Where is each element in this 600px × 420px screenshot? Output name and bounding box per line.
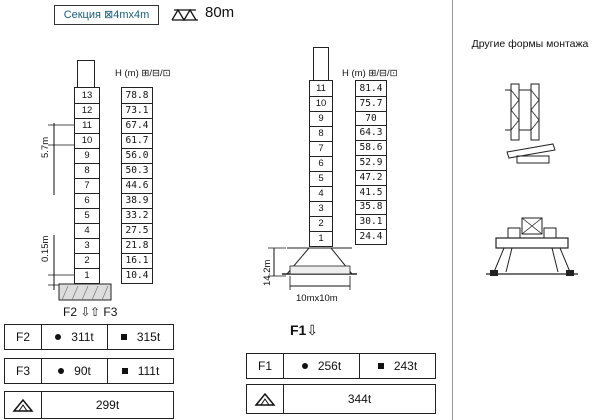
height-value: 44.6 — [122, 178, 152, 194]
height-value: 67.4 — [122, 118, 152, 134]
crane-height-icon — [170, 8, 200, 22]
height-value: 41.5 — [356, 185, 386, 201]
section-number: 7 — [310, 141, 332, 157]
arrow-down-icon: ⇩ — [80, 305, 91, 319]
force-f1-label: F1⇩ — [290, 322, 319, 338]
height-value: 27.5 — [122, 223, 152, 239]
section-number: 10 — [310, 96, 332, 112]
square-icon — [122, 368, 128, 374]
section-number: 4 — [310, 186, 332, 202]
right-dim-base: 14.2m — [262, 259, 273, 286]
left-height-column — [121, 87, 153, 284]
height-value: 58.6 — [356, 140, 386, 156]
height-value: 75.7 — [356, 96, 386, 112]
right-table-row-f1: F1 256t 243t — [246, 353, 436, 379]
height-value: 30.1 — [356, 214, 386, 230]
height-value: 56.0 — [122, 148, 152, 164]
height-value: 81.4 — [356, 81, 386, 97]
section-number: 4 — [75, 223, 99, 239]
left-dim-section: 5.7m — [40, 136, 51, 158]
right-height-title: H (m) ⊞/⊟/⊡ — [342, 68, 398, 79]
left-total-row: 299t — [4, 391, 174, 419]
section-number: 7 — [75, 178, 99, 194]
right-section-column — [309, 80, 333, 247]
section-number: 5 — [310, 171, 332, 187]
dot-icon — [302, 363, 308, 369]
left-table-row-f3: F3 90t 111t — [4, 358, 174, 384]
height-value: 10.4 — [125, 270, 149, 281]
section-number: 10 — [75, 133, 99, 149]
section-number: 8 — [310, 126, 332, 142]
right-mast-top — [313, 47, 329, 83]
height-value: 16.1 — [122, 253, 152, 269]
right-dim-width: 10mx10m — [296, 293, 338, 304]
section-number: 3 — [75, 238, 99, 254]
section-number: 6 — [310, 156, 332, 172]
section-number: 2 — [310, 216, 332, 232]
left-dim-base: 0.15m — [40, 235, 51, 262]
square-icon — [378, 363, 384, 369]
left-table-row-f2: F2 311t 315t — [4, 324, 174, 350]
arrow-down-icon: ⇩ — [306, 322, 319, 338]
divider — [452, 0, 453, 420]
section-number: 9 — [75, 148, 99, 164]
force-f2-label: F2 ⇩ — [63, 305, 91, 319]
section-number: 11 — [75, 118, 99, 134]
square-icon — [121, 334, 127, 340]
section-number: 2 — [75, 253, 99, 269]
other-form-2 — [482, 212, 582, 282]
load-type-icons: ⊞/⊟/⊡ — [141, 68, 171, 79]
section-number: 6 — [75, 193, 99, 209]
section-label: Секция — [63, 9, 101, 21]
right-height-column — [355, 80, 387, 245]
section-number: 12 — [75, 103, 99, 119]
square-dim-icon: ⊠ — [104, 9, 114, 21]
section-number: 13 — [75, 88, 99, 104]
height-value: 35.8 — [356, 200, 386, 216]
dot-icon — [55, 334, 61, 340]
height-value: 47.2 — [356, 170, 386, 186]
bridge-icon — [247, 385, 284, 413]
arrow-up-icon: ⇧ — [90, 305, 101, 319]
section-number: 3 — [310, 201, 332, 217]
height-value: 21.8 — [122, 238, 152, 254]
other-forms-title: Другие формы монтажа — [471, 38, 589, 50]
max-height-label: 80m — [205, 4, 235, 21]
height-value: 78.8 — [122, 88, 152, 104]
bridge-icon — [5, 392, 42, 418]
section-number: 1 — [84, 270, 90, 281]
left-height-title: H (m) ⊞/⊟/⊡ — [115, 68, 171, 79]
section-number: 11 — [310, 81, 332, 97]
height-value: 52.9 — [356, 155, 386, 171]
height-value: 73.1 — [122, 103, 152, 119]
left-mast-top — [77, 60, 95, 89]
height-value: 64.3 — [356, 125, 386, 141]
left-base-block — [58, 283, 114, 303]
height-value: 24.4 — [359, 231, 383, 243]
right-total-row: 344t — [246, 384, 436, 414]
section-number: 9 — [310, 111, 332, 127]
section-number: 5 — [75, 208, 99, 224]
height-value: 70 — [356, 111, 386, 127]
height-value: 38.9 — [122, 193, 152, 209]
height-value: 33.2 — [122, 208, 152, 224]
load-type-icons: ⊞/⊟/⊡ — [368, 68, 398, 79]
dot-icon — [58, 368, 64, 374]
other-form-1 — [495, 80, 565, 165]
height-value: 61.7 — [122, 133, 152, 149]
section-size-box — [54, 5, 159, 25]
section-number: 8 — [75, 163, 99, 179]
height-value: 50.3 — [122, 163, 152, 179]
section-dim: 4mx4m — [113, 9, 150, 21]
left-section-column — [74, 87, 100, 284]
section-number: 1 — [318, 233, 324, 244]
force-f3-label: ⇧ F3 — [90, 305, 118, 319]
